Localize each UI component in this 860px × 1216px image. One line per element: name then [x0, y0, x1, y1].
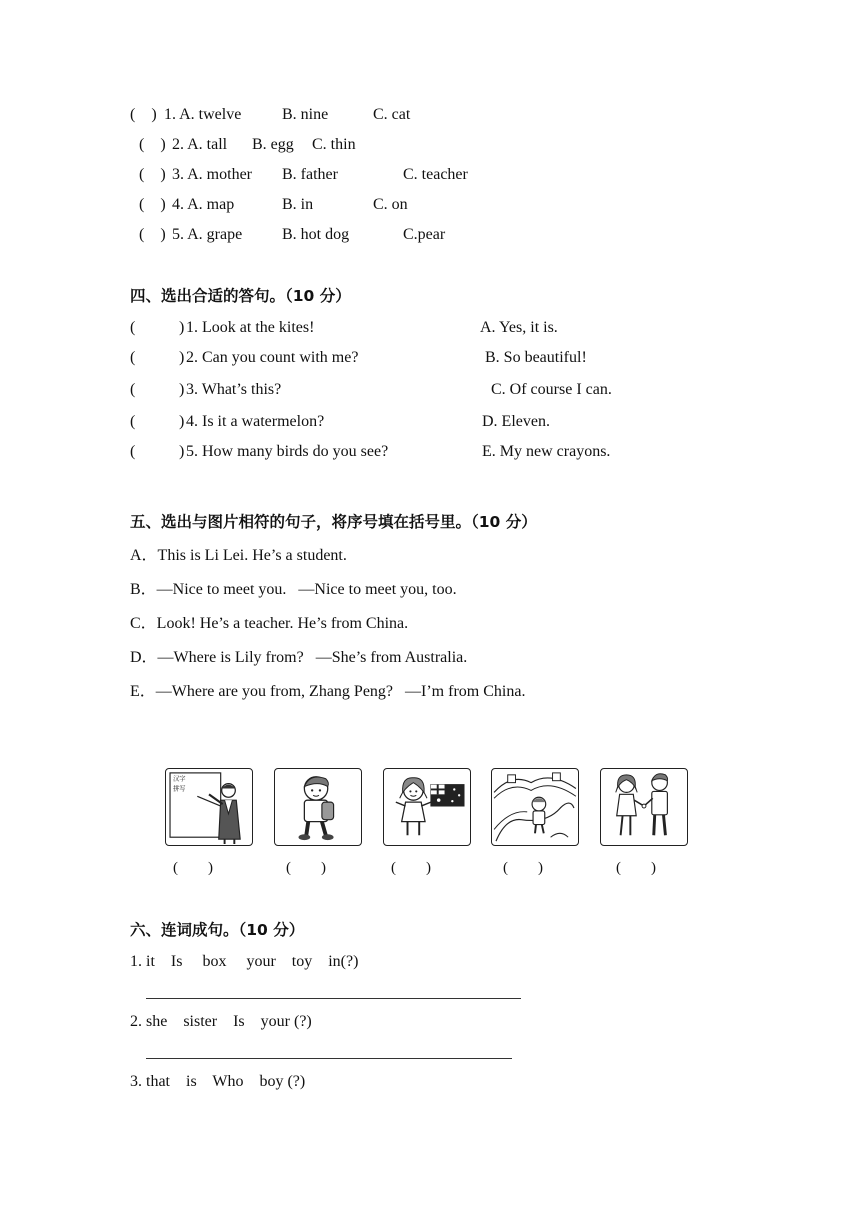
blackboard-text-2: 拼写: [172, 785, 186, 793]
s4-open-paren-1[interactable]: (: [130, 319, 136, 336]
s6-item-3: 3. that is Who boy (?): [130, 1073, 306, 1090]
s3-item-1-c: C. cat: [373, 106, 411, 123]
s4-question-1: 1. Look at the kites!: [186, 319, 315, 336]
s4-question-4: 4. Is it a watermelon?: [186, 413, 325, 430]
picture-great-wall: [491, 768, 579, 846]
great-wall-boy-illustration: [492, 769, 578, 845]
s6-answer-line-1[interactable]: [146, 998, 521, 999]
picture-4-blank[interactable]: ( ): [503, 860, 543, 876]
s3-item-2-c: C. thin: [312, 136, 356, 153]
s5-option-b: B．—Nice to meet you. —Nice to meet you, too.: [130, 581, 457, 598]
s4-answer-a: A. Yes, it is.: [480, 319, 558, 336]
s3-item-3-a: 3. A. mother: [172, 166, 252, 183]
s4-open-paren-2[interactable]: (: [130, 349, 136, 366]
s3-item-4-a: 4. A. map: [172, 196, 235, 213]
s4-answer-d: D. Eleven.: [482, 413, 550, 430]
s3-item-3-b: B. father: [282, 166, 338, 183]
s3-item-4-b: B. in: [282, 196, 314, 213]
picture-5-blank[interactable]: ( ): [616, 860, 656, 876]
s3-item-5-b: B. hot dog: [282, 226, 350, 243]
s3-paren-1[interactable]: ( ): [130, 106, 157, 123]
picture-3-blank[interactable]: ( ): [391, 860, 431, 876]
s5-option-d: D．—Where is Lily from? —She’s from Australia.: [130, 649, 468, 666]
picture-1-blank[interactable]: ( ): [173, 860, 213, 876]
s4-open-paren-3[interactable]: (: [130, 381, 136, 398]
s3-item-2-b: B. egg: [252, 136, 294, 153]
picture-teacher: [165, 768, 253, 846]
s4-open-paren-4[interactable]: (: [130, 413, 136, 430]
s5-option-a: A．This is Li Lei. He’s a student.: [130, 547, 347, 564]
s3-item-1-b: B. nine: [282, 106, 329, 123]
picture-student: [274, 768, 362, 846]
s5-option-c: C．Look! He’s a teacher. He’s from China.: [130, 615, 409, 632]
girl-australia-illustration: [384, 769, 470, 845]
s6-item-2: 2. she sister Is your (?): [130, 1013, 312, 1030]
s4-close-paren-4: ): [179, 413, 185, 430]
section6-title: 六、连词成句。（10 分）: [130, 921, 305, 939]
handshake-illustration: [601, 769, 687, 845]
s4-close-paren-5: ): [179, 443, 185, 460]
s3-item-2-a: 2. A. tall: [172, 136, 228, 153]
s4-close-paren-1: ): [179, 319, 185, 336]
s4-question-5: 5. How many birds do you see?: [186, 443, 389, 460]
picture-australia: [383, 768, 471, 846]
blackboard-text-1: 汉字: [172, 775, 186, 783]
s3-item-3-c: C. teacher: [403, 166, 468, 183]
student-boy-illustration: [275, 769, 361, 845]
s4-open-paren-5[interactable]: (: [130, 443, 136, 460]
s4-question-3: 3. What’s this?: [186, 381, 282, 398]
s4-answer-b: B. So beautiful!: [485, 349, 587, 366]
teacher-illustration: [166, 769, 252, 845]
s3-item-5-c: C.pear: [403, 226, 446, 243]
s3-item-5-a: 5. A. grape: [172, 226, 243, 243]
picture-meeting: [600, 768, 688, 846]
section5-title: 五、选出与图片相符的句子，将序号填在括号里。（10 分）: [130, 513, 537, 531]
s3-paren-5[interactable]: ( ): [139, 226, 166, 243]
s4-answer-c: C. Of course I can.: [491, 381, 612, 398]
section4-title: 四、选出合适的答句。（10 分）: [130, 287, 351, 305]
s5-option-e: E．—Where are you from, Zhang Peng? —I’m from China.: [130, 683, 526, 700]
s3-item-4-c: C. on: [373, 196, 408, 213]
picture-2-blank[interactable]: ( ): [286, 860, 326, 876]
s4-close-paren-3: ): [179, 381, 185, 398]
s4-answer-e: E. My new crayons.: [482, 443, 611, 460]
s3-paren-3[interactable]: ( ): [139, 166, 166, 183]
s6-answer-line-2[interactable]: [146, 1058, 512, 1059]
s4-close-paren-2: ): [179, 349, 185, 366]
s4-question-2: 2. Can you count with me?: [186, 349, 359, 366]
s3-item-1-a: 1. A. twelve: [164, 106, 242, 123]
s3-paren-4[interactable]: ( ): [139, 196, 166, 213]
s3-paren-2[interactable]: ( ): [139, 136, 166, 153]
s6-item-1: 1. it Is box your toy in(?): [130, 953, 359, 970]
